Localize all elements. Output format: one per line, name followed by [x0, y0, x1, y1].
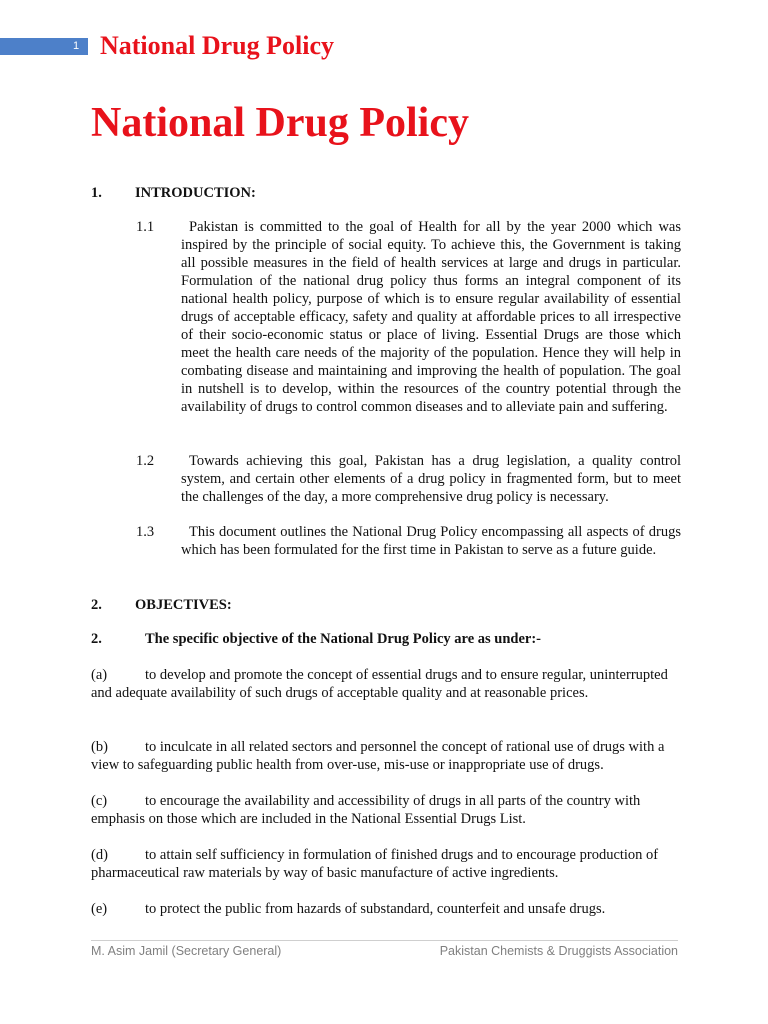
objective-text: to attain self sufficiency in formulation of finished drugs and to encourage production of pharmaceutical raw materials by way of basic manufacture of active ingredients.: [91, 847, 659, 881]
section-title: OBJECTIVES:: [135, 597, 232, 613]
objective-item-a: [91, 666, 681, 702]
objective-text: to protect the public from hazards of substandard, counterfeit and unsafe drugs.: [145, 901, 606, 917]
section-number: 1.: [91, 185, 102, 201]
objectives-intro-text: The specific objective of the National Drug Policy are as under:-: [145, 631, 542, 647]
page-title: National Drug Policy: [91, 100, 469, 146]
paragraph-1-1: [136, 218, 681, 416]
page-number: 1: [72, 40, 80, 52]
footer-divider: [91, 940, 678, 941]
paragraph-number: 1.3: [136, 524, 155, 540]
objective-item-c: [91, 792, 681, 828]
objective-label: (b): [91, 739, 108, 755]
objective-text: to inculcate in all related sectors and personnel the concept of rational use of drugs with a view to safeguarding public health from over-use, mis-use or inappropriate use of drugs.: [91, 739, 665, 773]
objective-text: to develop and promote the concept of essential drugs and to ensure regular, uninterrupted and adequate availability of such drugs of acceptable quality and at reasonable prices.: [91, 667, 668, 701]
footer-author: M. Asim Jamil (Secretary General): [91, 944, 282, 958]
objective-text: to encourage the availability and accessibility of drugs in all parts of the country with emphasis on those which are included in the National Essential Drugs List.: [91, 793, 641, 827]
paragraph-number: 1.1: [136, 219, 155, 235]
section-title: INTRODUCTION:: [135, 185, 256, 201]
running-title: National Drug Policy: [100, 31, 334, 60]
objective-item-d: [91, 846, 681, 882]
footer-organization: Pakistan Chemists & Druggists Association: [439, 944, 678, 958]
paragraph-text: Pakistan is committed to the goal of Health for all by the year 2000 which was inspired by the principle of social equity. To achieve this, the Government is taking all possible measures in the field of health services at large and drugs in particular. Formulation of the national drug policy thus forms an integral component of its national health policy, purpose of which is to ensure regular availability of essential drugs of acceptable efficacy, safety and quality at affordable prices to all irrespective of their socio-economic status or place of living. Essential Drugs are those which meet the health care needs of the majority of the population. Hence they will help in combating disease and maintaining and improving the health of population. The goal in nutshell is to develop, within the resources of the country potential through the availability of drugs to control common diseases and to alleviate pain and suffering.: [181, 219, 681, 415]
objective-item-e: [91, 900, 681, 918]
objective-label: (d): [91, 847, 108, 863]
paragraph-1-3: [136, 523, 681, 559]
paragraph-number: 1.2: [136, 453, 155, 469]
paragraph-text: Towards achieving this goal, Pakistan has a drug legislation, a quality control system, and certain other elements of a drug policy in fragmented form, but to meet the challenges of the day, a more comprehensive drug policy is necessary.: [181, 453, 681, 505]
objective-label: (c): [91, 793, 108, 809]
paragraph-text: This document outlines the National Drug Policy encompassing all aspects of drugs which has been formulated for the first time in Pakistan to serve as a future guide.: [181, 524, 681, 558]
section-number: 2.: [91, 597, 102, 613]
objective-item-b: [91, 738, 681, 774]
section-number: 2.: [91, 631, 102, 647]
objective-label: (e): [91, 901, 108, 917]
paragraph-1-2: [136, 452, 681, 506]
objective-label: (a): [91, 667, 108, 683]
